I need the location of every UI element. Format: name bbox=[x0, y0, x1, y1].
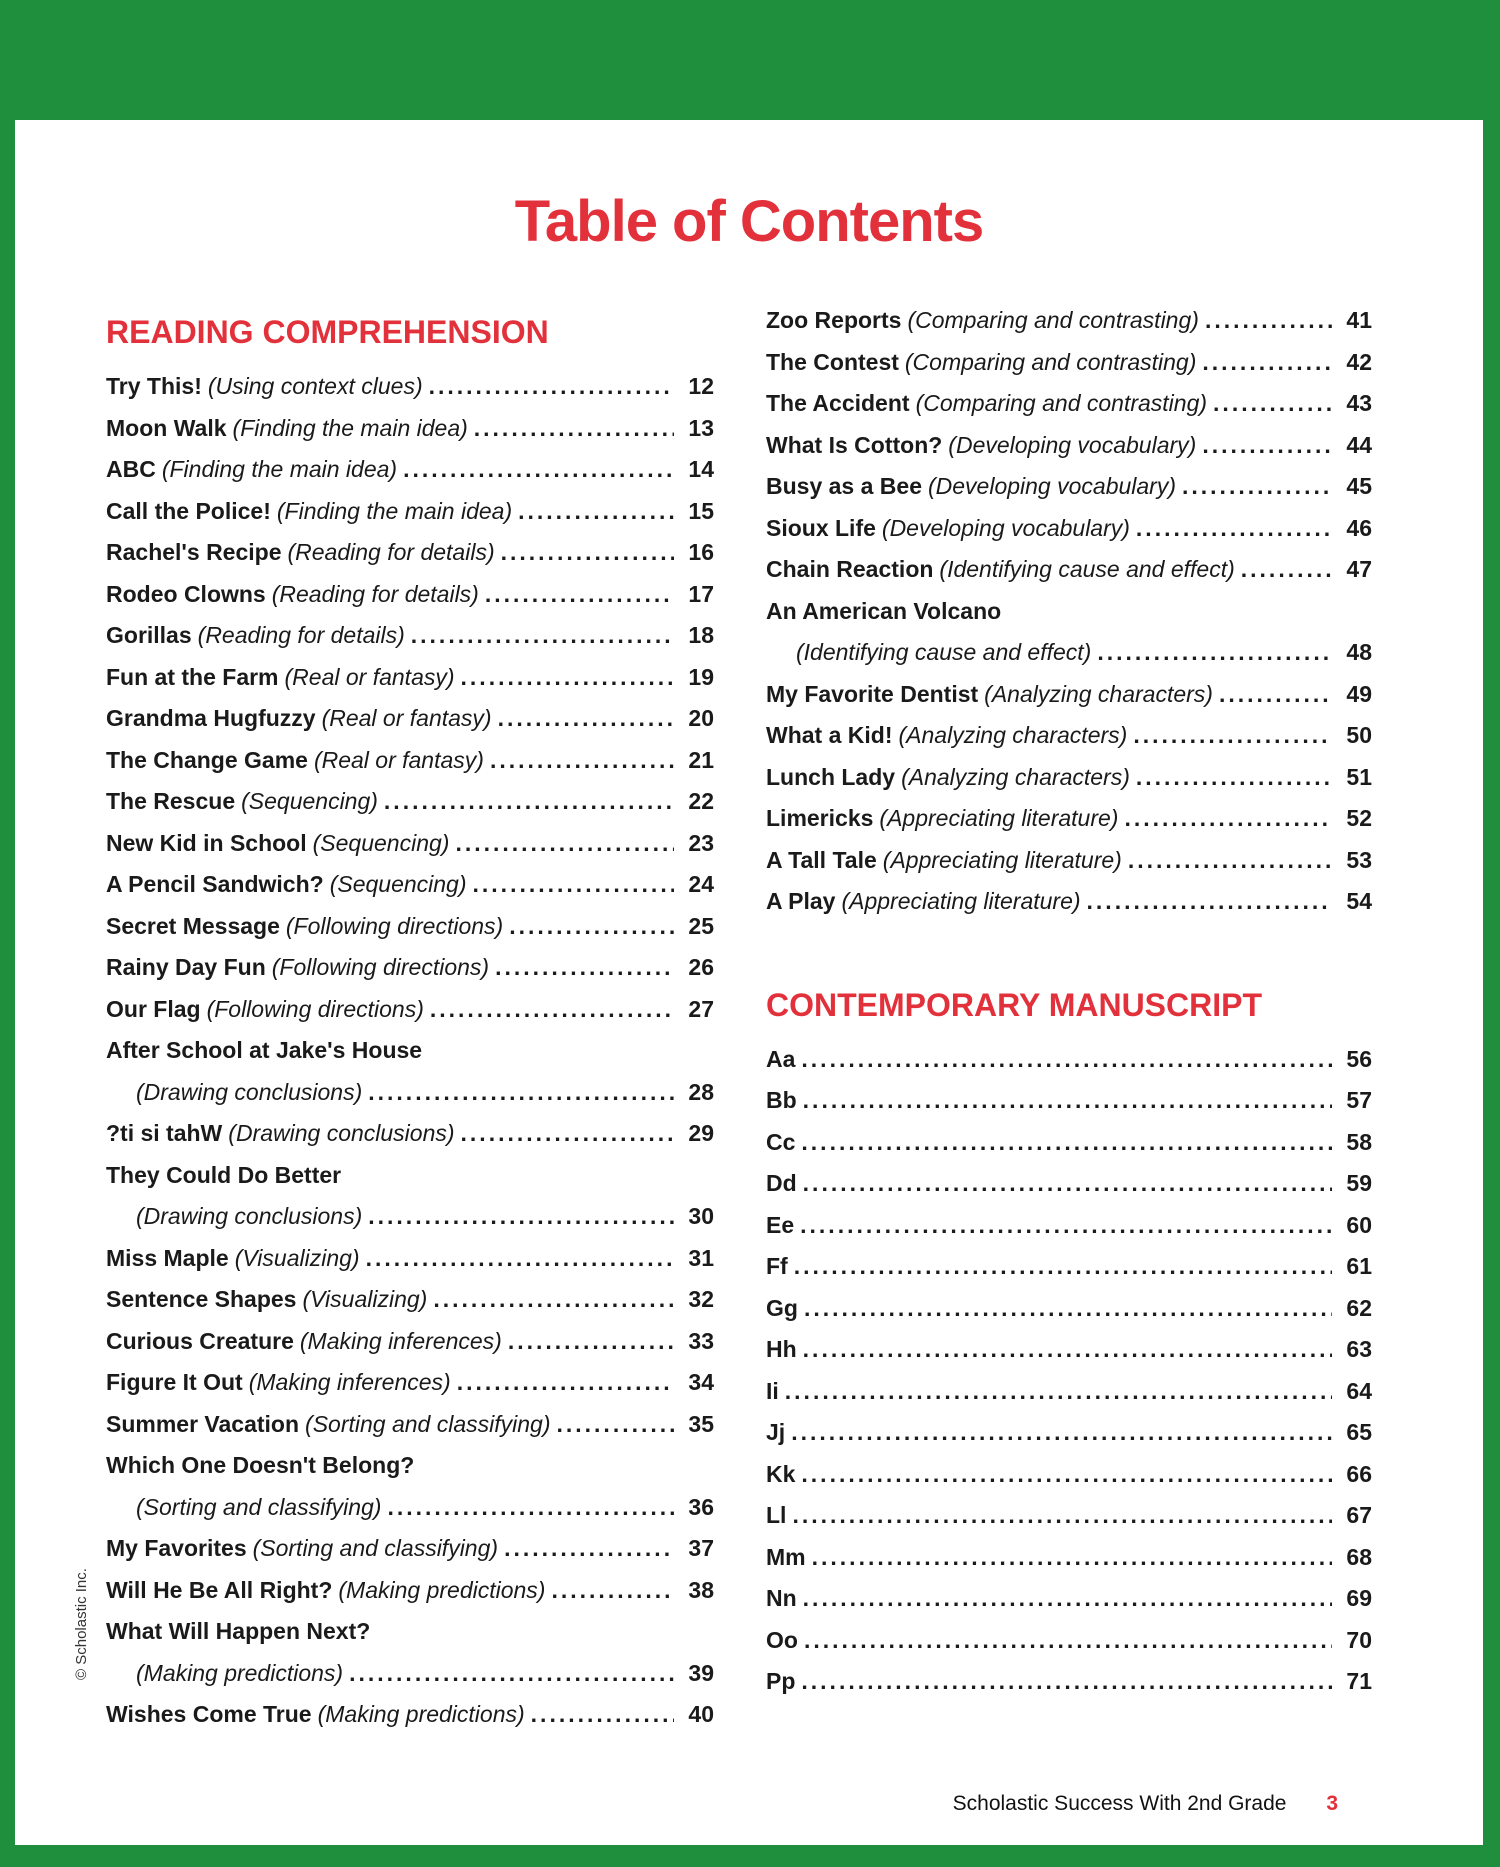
entry-title: Nn bbox=[766, 1585, 797, 1611]
leader-dots bbox=[485, 574, 674, 616]
entry-skill: (Comparing and contrasting) bbox=[915, 390, 1208, 416]
entry-title: They Could Do Better bbox=[106, 1161, 342, 1188]
entry-title: Ll bbox=[766, 1502, 787, 1528]
toc-entry[interactable] bbox=[106, 1611, 714, 1653]
entry-title: Which One Doesn't Belong? bbox=[106, 1452, 415, 1478]
entry-skill: (Following directions) bbox=[206, 995, 424, 1022]
toc-list bbox=[766, 1039, 1372, 1703]
entry-skill: (Appreciating literature) bbox=[882, 846, 1122, 873]
entry-skill: (Making predictions) bbox=[317, 1701, 525, 1727]
leader-dots bbox=[498, 698, 674, 740]
entry-skill: (Making inferences) bbox=[299, 1327, 502, 1354]
book-title: Scholastic Success With 2nd Grade bbox=[952, 1792, 1287, 1815]
entry-page: 32 bbox=[688, 1286, 714, 1312]
entry-skill: (Making inferences) bbox=[248, 1369, 451, 1395]
entry-title: Gorillas bbox=[106, 622, 192, 648]
entry-title: Fun at the Farm bbox=[106, 663, 279, 690]
entry-page: 48 bbox=[1346, 639, 1372, 665]
entry-title: Try This! bbox=[106, 373, 202, 399]
entry-skill: (Sequencing) bbox=[241, 788, 378, 814]
leader-dots bbox=[801, 1454, 1332, 1496]
entry-page: 56 bbox=[1346, 1045, 1372, 1072]
entry-title: Kk bbox=[766, 1460, 796, 1487]
toc-entry[interactable] bbox=[766, 300, 1372, 342]
leader-dots bbox=[804, 1620, 1332, 1662]
toc-entry[interactable] bbox=[766, 1122, 1372, 1164]
toc-entry[interactable] bbox=[766, 1039, 1372, 1081]
entry-page: 13 bbox=[688, 414, 714, 441]
leader-dots bbox=[1241, 549, 1332, 591]
entry-skill: (Appreciating literature) bbox=[879, 805, 1119, 831]
entry-skill: (Reading for details) bbox=[287, 539, 495, 565]
entry-title: The Rescue bbox=[106, 788, 236, 814]
entry-page: 51 bbox=[1346, 763, 1372, 790]
entry-skill: (Visualizing) bbox=[302, 1286, 428, 1312]
entry-page: 36 bbox=[688, 1493, 714, 1520]
entry-skill: (Drawing conclusions) bbox=[136, 1203, 363, 1229]
toc-entry[interactable] bbox=[106, 657, 714, 699]
entry-title: Oo bbox=[766, 1626, 798, 1653]
leader-dots bbox=[368, 1196, 674, 1238]
toc-entry-continued[interactable] bbox=[106, 1196, 714, 1238]
entry-page: 63 bbox=[1346, 1336, 1372, 1362]
leader-dots bbox=[495, 947, 674, 989]
entry-title: The Accident bbox=[766, 390, 910, 416]
entry-page: 58 bbox=[1346, 1128, 1372, 1155]
leader-dots bbox=[490, 740, 674, 782]
section-heading-reading: READING COMPREHENSION bbox=[106, 314, 549, 350]
entry-page: 23 bbox=[688, 829, 714, 856]
entry-skill: (Following directions) bbox=[271, 954, 490, 980]
leader-dots bbox=[368, 1072, 674, 1114]
entry-page: 24 bbox=[688, 871, 714, 897]
toc-entry[interactable] bbox=[766, 466, 1372, 508]
entry-title: Lunch Lady bbox=[766, 763, 896, 790]
toc-entry[interactable] bbox=[106, 1279, 714, 1321]
toc-right-column bbox=[766, 300, 1372, 1703]
toc-entry[interactable] bbox=[766, 508, 1372, 550]
entry-title: The Contest bbox=[766, 348, 899, 375]
toc-entry[interactable] bbox=[106, 1030, 714, 1072]
copyright-notice: © Scholastic Inc. bbox=[73, 1568, 90, 1680]
entry-page: 14 bbox=[688, 456, 714, 482]
entry-page: 65 bbox=[1346, 1419, 1372, 1445]
leader-dots bbox=[1133, 715, 1332, 757]
entry-title: Dd bbox=[766, 1170, 797, 1196]
entry-page: 70 bbox=[1346, 1626, 1372, 1653]
toc-entry[interactable] bbox=[106, 574, 714, 616]
entry-skill: (Developing vocabulary) bbox=[881, 514, 1130, 541]
entry-title: Moon Walk bbox=[106, 414, 227, 441]
toc-entry[interactable] bbox=[106, 1404, 714, 1446]
leader-dots bbox=[504, 1528, 674, 1570]
toc-entry[interactable] bbox=[766, 1620, 1372, 1662]
leader-dots bbox=[455, 823, 674, 865]
toc-entry[interactable] bbox=[766, 1412, 1372, 1454]
entry-page: 34 bbox=[688, 1369, 714, 1395]
toc-entry[interactable] bbox=[766, 757, 1372, 799]
toc-entry[interactable] bbox=[766, 1661, 1372, 1703]
entry-title: Figure It Out bbox=[106, 1369, 243, 1395]
entry-skill: (Finding the main idea) bbox=[276, 497, 513, 524]
toc-entry[interactable] bbox=[106, 864, 714, 906]
entry-page: 71 bbox=[1346, 1668, 1372, 1694]
entry-title: Summer Vacation bbox=[106, 1410, 300, 1437]
toc-entry[interactable] bbox=[766, 715, 1372, 757]
entry-skill: (Making predictions) bbox=[338, 1576, 546, 1603]
toc-entry[interactable] bbox=[106, 449, 714, 491]
leader-dots bbox=[384, 781, 674, 823]
entry-page: 20 bbox=[688, 705, 714, 731]
leader-dots bbox=[1213, 383, 1332, 425]
toc-entry[interactable] bbox=[766, 1329, 1372, 1371]
entry-page: 69 bbox=[1346, 1585, 1372, 1611]
entry-skill: (Reading for details) bbox=[271, 580, 479, 607]
toc-entry[interactable] bbox=[106, 366, 714, 408]
leader-dots bbox=[803, 1578, 1332, 1620]
leader-dots bbox=[791, 1412, 1332, 1454]
entry-title: Chain Reaction bbox=[766, 556, 934, 582]
entry-title: Busy as a Bee bbox=[766, 473, 922, 499]
toc-entry[interactable] bbox=[766, 425, 1372, 467]
entry-page: 38 bbox=[688, 1576, 714, 1603]
leader-dots bbox=[508, 1321, 674, 1363]
leader-dots bbox=[1205, 300, 1332, 342]
entry-title: My Favorite Dentist bbox=[766, 680, 979, 707]
page-number: 3 bbox=[1326, 1792, 1338, 1815]
entry-title: An American Volcano bbox=[766, 597, 1002, 624]
entry-page: 42 bbox=[1346, 348, 1372, 375]
entry-title: Pp bbox=[766, 1668, 796, 1694]
entry-title: Gg bbox=[766, 1294, 798, 1321]
entry-page: 54 bbox=[1346, 888, 1372, 914]
entry-page: 57 bbox=[1346, 1087, 1372, 1113]
entry-page: 27 bbox=[688, 995, 714, 1022]
leader-dots bbox=[1097, 632, 1332, 674]
toc-entry[interactable] bbox=[106, 615, 714, 657]
entry-title: Aa bbox=[766, 1045, 796, 1072]
toc-entry[interactable] bbox=[106, 1445, 714, 1487]
entry-title: Limericks bbox=[766, 805, 874, 831]
leader-dots bbox=[794, 1246, 1332, 1288]
entry-title: Cc bbox=[766, 1128, 796, 1155]
leader-dots bbox=[403, 449, 674, 491]
leader-dots bbox=[430, 989, 674, 1031]
leader-dots bbox=[804, 1288, 1332, 1330]
entry-title: The Change Game bbox=[106, 746, 308, 773]
entry-title: ABC bbox=[106, 456, 156, 482]
entry-page: 41 bbox=[1346, 307, 1372, 333]
page-title: Table of Contents bbox=[514, 189, 984, 254]
leader-dots bbox=[1202, 425, 1332, 467]
entry-title: Rainy Day Fun bbox=[106, 954, 266, 980]
toc-entry[interactable] bbox=[106, 1528, 714, 1570]
entry-skill: (Real or fantasy) bbox=[284, 663, 455, 690]
toc-entry[interactable] bbox=[106, 1113, 714, 1155]
toc-entry[interactable] bbox=[766, 1080, 1372, 1122]
leader-dots bbox=[461, 657, 674, 699]
toc-entry[interactable] bbox=[106, 781, 714, 823]
entry-skill: (Finding the main idea) bbox=[161, 456, 398, 482]
entry-page: 61 bbox=[1346, 1253, 1372, 1279]
leader-dots bbox=[551, 1570, 674, 1612]
leader-dots bbox=[803, 1080, 1332, 1122]
entry-page: 45 bbox=[1346, 473, 1372, 499]
toc-entry[interactable] bbox=[106, 1362, 714, 1404]
leader-dots bbox=[457, 1362, 674, 1404]
entry-skill: (Analyzing characters) bbox=[898, 722, 1128, 748]
entry-title: Wishes Come True bbox=[106, 1701, 312, 1727]
entry-page: 35 bbox=[688, 1410, 714, 1437]
toc-entry-continued[interactable] bbox=[106, 1487, 714, 1529]
toc-entry[interactable] bbox=[106, 1238, 714, 1280]
toc-entry[interactable] bbox=[106, 698, 714, 740]
entry-skill: (Drawing conclusions) bbox=[136, 1078, 363, 1105]
entry-title: Ii bbox=[766, 1377, 779, 1404]
entry-skill: (Reading for details) bbox=[197, 622, 405, 648]
entry-skill: (Drawing conclusions) bbox=[228, 1120, 455, 1146]
entry-page: 25 bbox=[688, 912, 714, 939]
toc-entry-continued[interactable] bbox=[106, 1072, 714, 1114]
toc-list bbox=[106, 366, 714, 1736]
entry-title: Secret Message bbox=[106, 912, 280, 939]
toc-entry[interactable] bbox=[766, 798, 1372, 840]
toc-entry[interactable] bbox=[106, 1570, 714, 1612]
leader-dots bbox=[1182, 466, 1332, 508]
leader-dots bbox=[429, 366, 674, 408]
toc-entry-continued[interactable] bbox=[106, 1653, 714, 1695]
entry-page: 44 bbox=[1346, 431, 1372, 458]
leader-dots bbox=[803, 1329, 1332, 1371]
leader-dots bbox=[387, 1487, 674, 1529]
toc-entry[interactable] bbox=[766, 1495, 1372, 1537]
entry-skill: (Finding the main idea) bbox=[232, 414, 468, 441]
toc-entry[interactable] bbox=[106, 532, 714, 574]
toc-left-column bbox=[106, 310, 714, 1736]
toc-entry[interactable] bbox=[766, 591, 1372, 633]
entry-page: 68 bbox=[1346, 1543, 1372, 1570]
entry-page: 30 bbox=[688, 1203, 714, 1229]
toc-entry[interactable] bbox=[106, 906, 714, 948]
entry-title: Bb bbox=[766, 1087, 797, 1113]
toc-entry[interactable] bbox=[766, 1205, 1372, 1247]
entry-skill: (Using context clues) bbox=[207, 373, 423, 399]
page-footer bbox=[953, 1792, 1338, 1816]
entry-page: 28 bbox=[688, 1078, 714, 1105]
entry-skill: (Real or fantasy) bbox=[321, 705, 492, 731]
entry-page: 40 bbox=[688, 1701, 714, 1727]
entry-title: Sentence Shapes bbox=[106, 1286, 297, 1312]
toc-entry[interactable] bbox=[106, 989, 714, 1031]
entry-title: Ee bbox=[766, 1211, 795, 1238]
entry-page: 49 bbox=[1346, 680, 1372, 707]
entry-page: 43 bbox=[1346, 390, 1372, 416]
leader-dots bbox=[1124, 798, 1332, 840]
entry-page: 33 bbox=[688, 1327, 714, 1354]
leader-dots bbox=[1087, 881, 1332, 923]
leader-dots bbox=[1219, 674, 1332, 716]
toc-entry[interactable] bbox=[106, 1694, 714, 1736]
toc-entry[interactable] bbox=[766, 674, 1372, 716]
entry-page: 12 bbox=[688, 373, 714, 399]
entry-title: A Play bbox=[766, 888, 836, 914]
leader-dots bbox=[1136, 757, 1332, 799]
entry-title: Will He Be All Right? bbox=[106, 1576, 333, 1603]
entry-title: A Tall Tale bbox=[766, 846, 877, 873]
entry-title: My Favorites bbox=[106, 1535, 247, 1561]
entry-page: 16 bbox=[688, 539, 714, 565]
toc-entry[interactable] bbox=[766, 383, 1372, 425]
entry-page: 59 bbox=[1346, 1170, 1372, 1196]
toc-entry[interactable] bbox=[766, 1246, 1372, 1288]
leader-dots bbox=[801, 1122, 1332, 1164]
leader-dots bbox=[556, 1404, 674, 1446]
toc-entry[interactable] bbox=[106, 1155, 714, 1197]
entry-page: 67 bbox=[1346, 1502, 1372, 1528]
page bbox=[15, 120, 1483, 1845]
entry-title: What a Kid! bbox=[766, 722, 893, 748]
entry-page: 31 bbox=[688, 1244, 714, 1271]
leader-dots bbox=[474, 408, 674, 450]
entry-skill: (Sorting and classifying) bbox=[305, 1410, 551, 1437]
entry-title: Zoo Reports bbox=[766, 307, 902, 333]
leader-dots bbox=[800, 1205, 1332, 1247]
leader-dots bbox=[366, 1238, 674, 1280]
toc-entry[interactable] bbox=[106, 1321, 714, 1363]
leader-dots bbox=[501, 532, 674, 574]
leader-dots bbox=[792, 1495, 1332, 1537]
entry-skill: (Visualizing) bbox=[234, 1244, 360, 1271]
leader-dots bbox=[509, 906, 674, 948]
section-heading-manuscript: CONTEMPORARY MANUSCRIPT bbox=[766, 986, 1263, 1023]
toc-entry[interactable] bbox=[766, 1371, 1372, 1413]
toc-entry[interactable] bbox=[766, 1163, 1372, 1205]
entry-title: What Will Happen Next? bbox=[106, 1618, 371, 1644]
toc-entry[interactable] bbox=[106, 740, 714, 782]
entry-title: Jj bbox=[766, 1419, 786, 1445]
entry-page: 39 bbox=[688, 1659, 714, 1686]
entry-page: 26 bbox=[688, 954, 714, 980]
toc-entry[interactable] bbox=[766, 881, 1372, 923]
entry-skill: (Sorting and classifying) bbox=[136, 1493, 382, 1520]
entry-page: 37 bbox=[688, 1535, 714, 1561]
entry-skill: (Sorting and classifying) bbox=[252, 1535, 499, 1561]
entry-skill: (Following directions) bbox=[285, 912, 504, 939]
leader-dots bbox=[461, 1113, 674, 1155]
entry-title: Curious Creature bbox=[106, 1327, 294, 1354]
toc-entry[interactable] bbox=[766, 1578, 1372, 1620]
entry-title: Rodeo Clowns bbox=[106, 580, 266, 607]
entry-page: 47 bbox=[1346, 556, 1372, 582]
leader-dots bbox=[1202, 342, 1332, 384]
entry-page: 60 bbox=[1346, 1211, 1372, 1238]
toc-entry-continued[interactable] bbox=[766, 632, 1372, 674]
section-gap bbox=[766, 923, 1372, 983]
entry-title: Sioux Life bbox=[766, 514, 876, 541]
entry-title: Call the Police! bbox=[106, 497, 271, 524]
entry-title: Ff bbox=[766, 1253, 788, 1279]
entry-page: 17 bbox=[688, 580, 714, 607]
entry-title: After School at Jake's House bbox=[106, 1037, 423, 1063]
leader-dots bbox=[433, 1279, 674, 1321]
leader-dots bbox=[473, 864, 674, 906]
entry-skill: (Comparing and contrasting) bbox=[904, 348, 1197, 375]
entry-page: 46 bbox=[1346, 514, 1372, 541]
leader-dots bbox=[531, 1694, 674, 1736]
toc-entry[interactable] bbox=[106, 408, 714, 450]
entry-skill: (Analyzing characters) bbox=[984, 680, 1213, 707]
toc-entry[interactable] bbox=[766, 549, 1372, 591]
leader-dots bbox=[801, 1661, 1332, 1703]
entry-skill: (Comparing and contrasting) bbox=[907, 307, 1199, 333]
entry-skill: (Real or fantasy) bbox=[313, 746, 484, 773]
entry-skill: (Identifying cause and effect) bbox=[939, 556, 1235, 582]
toc-entry[interactable] bbox=[106, 947, 714, 989]
entry-title: New Kid in School bbox=[106, 829, 307, 856]
leader-dots bbox=[518, 491, 674, 533]
toc-entry[interactable] bbox=[766, 840, 1372, 882]
entry-skill: (Identifying cause and effect) bbox=[796, 639, 1092, 665]
entry-title: Hh bbox=[766, 1336, 797, 1362]
entry-title: Rachel's Recipe bbox=[106, 539, 282, 565]
entry-title: Our Flag bbox=[106, 995, 201, 1022]
leader-dots bbox=[785, 1371, 1332, 1413]
entry-skill: (Developing vocabulary) bbox=[948, 431, 1197, 458]
entry-skill: (Making predictions) bbox=[136, 1659, 344, 1686]
toc-entry[interactable] bbox=[766, 1537, 1372, 1579]
entry-title: ?ti si tahW bbox=[106, 1120, 223, 1146]
toc-entry[interactable] bbox=[106, 823, 714, 865]
entry-title: Grandma Hugfuzzy bbox=[106, 705, 316, 731]
entry-title: Mm bbox=[766, 1543, 806, 1570]
entry-skill: (Analyzing characters) bbox=[901, 763, 1130, 790]
entry-page: 15 bbox=[688, 497, 714, 524]
entry-page: 19 bbox=[688, 663, 714, 690]
entry-page: 50 bbox=[1346, 722, 1372, 748]
leader-dots bbox=[801, 1039, 1332, 1081]
entry-page: 52 bbox=[1346, 805, 1372, 831]
entry-page: 66 bbox=[1346, 1460, 1372, 1487]
leader-dots bbox=[349, 1653, 674, 1695]
entry-skill: (Sequencing) bbox=[312, 829, 450, 856]
entry-page: 53 bbox=[1346, 846, 1372, 873]
entry-page: 64 bbox=[1346, 1377, 1372, 1404]
entry-skill: (Appreciating literature) bbox=[841, 888, 1081, 914]
entry-page: 18 bbox=[688, 622, 714, 648]
toc-entry[interactable] bbox=[106, 491, 714, 533]
entry-skill: (Developing vocabulary) bbox=[927, 473, 1176, 499]
leader-dots bbox=[411, 615, 674, 657]
entry-page: 29 bbox=[688, 1120, 714, 1146]
toc-entry[interactable] bbox=[766, 1454, 1372, 1496]
leader-dots bbox=[1136, 508, 1332, 550]
entry-title: Miss Maple bbox=[106, 1244, 229, 1271]
toc-entry[interactable] bbox=[766, 342, 1372, 384]
entry-page: 22 bbox=[688, 788, 714, 814]
entry-title: A Pencil Sandwich? bbox=[106, 871, 324, 897]
entry-page: 62 bbox=[1346, 1294, 1372, 1321]
entry-skill: (Sequencing) bbox=[329, 871, 467, 897]
leader-dots bbox=[1128, 840, 1332, 882]
toc-list bbox=[766, 300, 1372, 923]
entry-page: 21 bbox=[688, 746, 714, 773]
entry-title: What Is Cotton? bbox=[766, 431, 943, 458]
toc-entry[interactable] bbox=[766, 1288, 1372, 1330]
leader-dots bbox=[803, 1163, 1332, 1205]
leader-dots bbox=[812, 1537, 1332, 1579]
